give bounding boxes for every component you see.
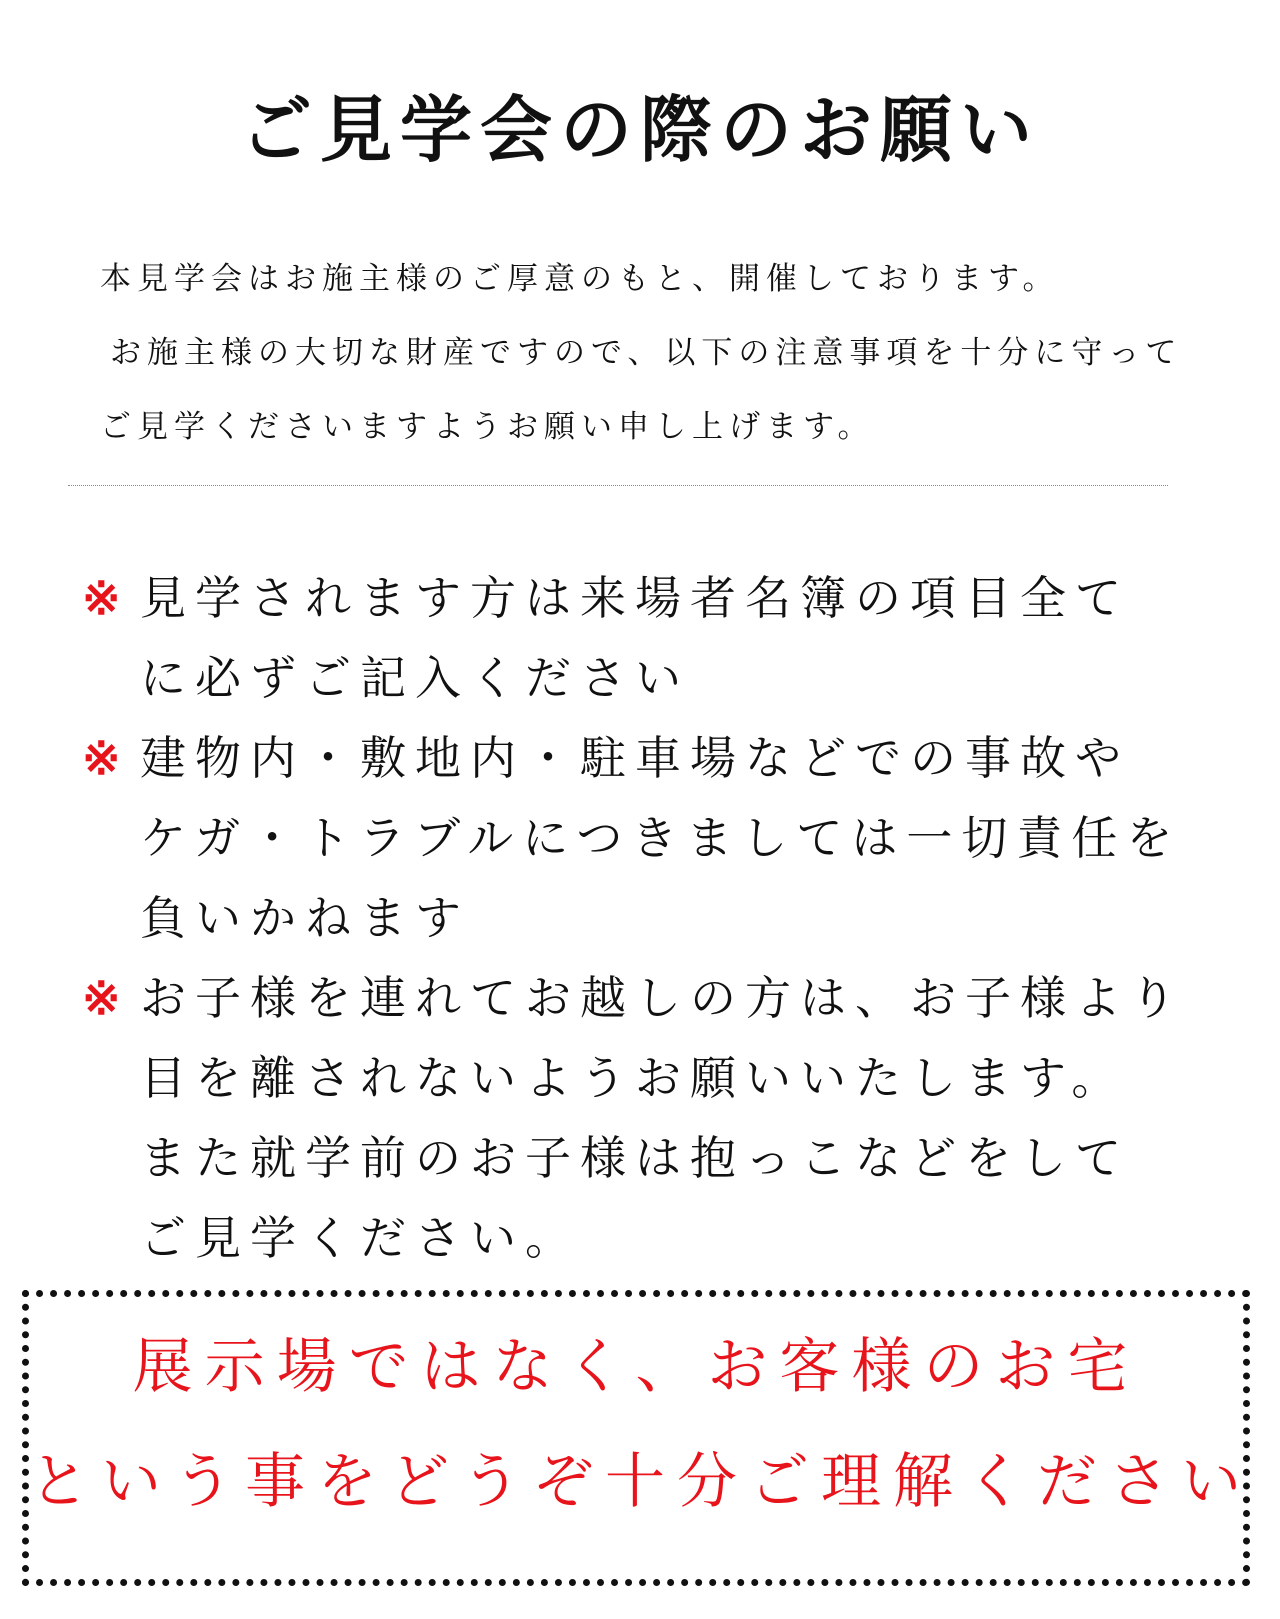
important-notice-line: 展示場ではなく、お客様のお宅 [132,1332,1140,1402]
notice-line: 負いかねます [140,891,470,945]
notice-line: 目を離されないようお願いいたします。 [140,1051,1127,1105]
reference-mark-icon: ※ [82,971,121,1025]
notice-item-guest-register [82,558,1232,718]
notice-line: 建物内・敷地内・駐車場などでの事故や [140,731,1130,785]
notice-line: ケガ・トラブルにつきましては一切責任を [140,811,1182,865]
page-title: ご見学会の際のお願い [239,87,1040,172]
reference-mark-icon: ※ [82,731,121,785]
notice-text [140,958,1232,1278]
notice-list [82,558,1232,1278]
intro-line: 本見学会はお施主様のご厚意のもと、開催しております。 [100,261,1060,297]
intro-line: お施主様の大切な財産ですので、以下の注意事項を十分に守って [110,335,1183,371]
important-notice-box [22,1290,1253,1586]
important-notice-line: という事をどうぞ十分ご理解ください [29,1447,1253,1517]
notice-line: に必ずご記入ください [140,651,690,705]
notice-item-liability [82,718,1232,958]
intro-line: ご見学くださいますようお願い申し上げます。 [100,409,875,445]
notice-text [140,558,1232,718]
notice-line: また就学前のお子様は抱っこなどをして [140,1131,1130,1185]
reference-mark-icon: ※ [82,571,121,625]
dotted-divider [68,485,1168,486]
notice-line: ご見学ください。 [140,1211,580,1265]
notice-line: お子様を連れてお越しの方は、お子様より [140,971,1185,1025]
notice-text [140,718,1232,958]
intro-paragraph [100,242,1200,464]
notice-line: 見学されます方は来場者名簿の項目全て [140,571,1130,625]
notice-item-children [82,958,1232,1278]
